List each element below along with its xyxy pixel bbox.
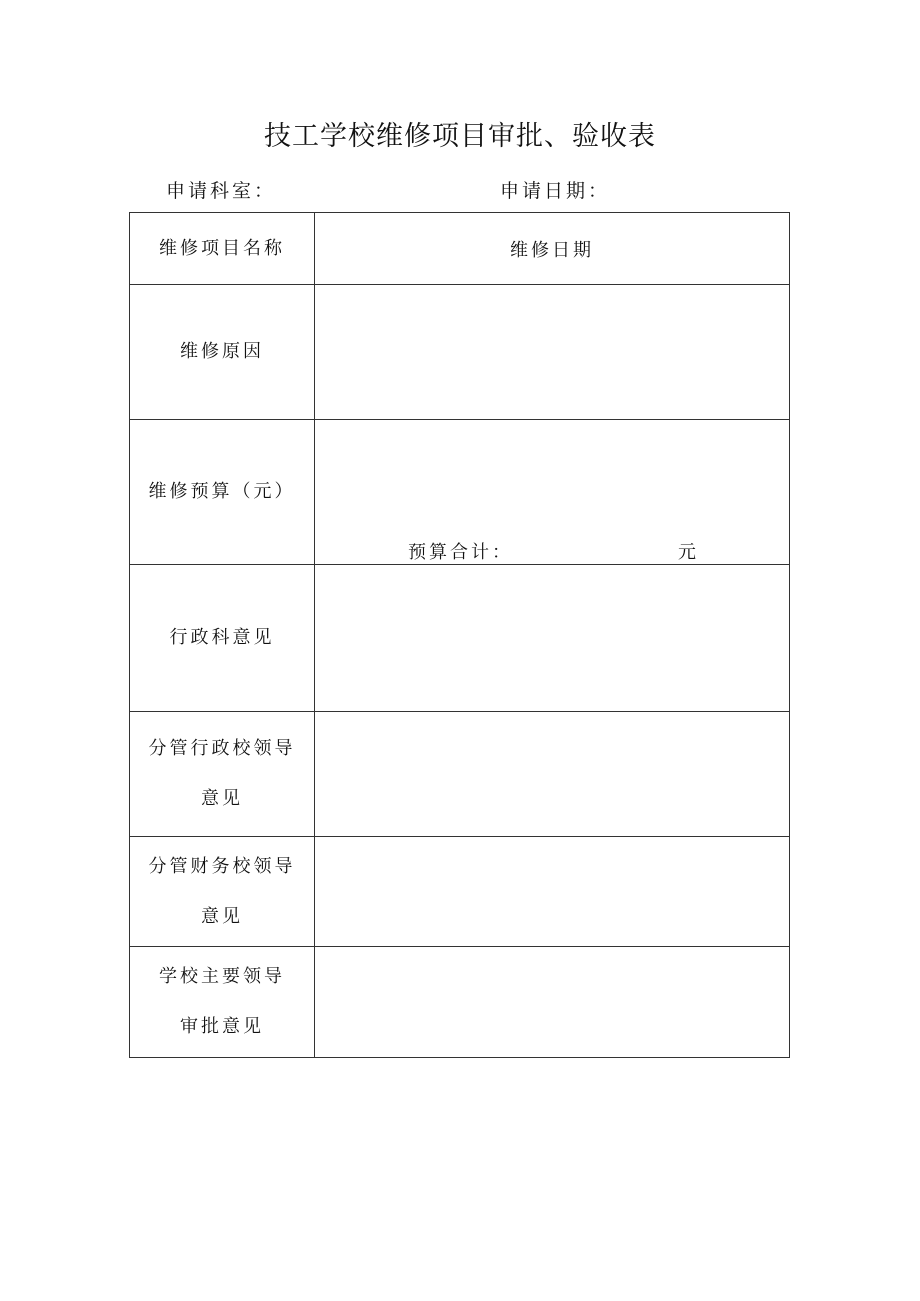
approval-form-table (129, 212, 790, 1058)
repair-reason-label: 维修原因 (130, 285, 315, 420)
table-row (130, 565, 790, 712)
table-row (130, 837, 790, 947)
repair-budget-field[interactable] (315, 420, 790, 565)
table-row (130, 947, 790, 1058)
table-row (130, 420, 790, 565)
table-row (130, 285, 790, 420)
department-label: 申请科室： (166, 180, 277, 202)
repair-reason-field[interactable] (315, 285, 790, 420)
principal-approval-field[interactable] (315, 947, 790, 1058)
admin-leader-opinion-field[interactable] (315, 712, 790, 837)
admin-leader-label-line2: 意见 (201, 788, 243, 809)
table-row (130, 213, 790, 285)
admin-leader-label-line1: 分管行政校领导 (148, 738, 296, 759)
budget-total-label: 预算合计： (408, 542, 513, 563)
finance-leader-label-line2: 意见 (201, 905, 243, 927)
principal-label-line2: 审批意见 (180, 1016, 264, 1037)
project-name-label: 维修项目名称 (130, 213, 315, 285)
admin-opinion-field[interactable] (315, 565, 790, 712)
table-row (130, 712, 790, 837)
admin-leader-opinion-label (130, 712, 315, 837)
repair-budget-label: 维修预算（元） (130, 420, 315, 565)
budget-unit: 元 (678, 542, 696, 563)
application-date-label: 申请日期： (500, 180, 611, 202)
principal-label-line1: 学校主要领导 (159, 966, 285, 987)
admin-opinion-label: 行政科意见 (130, 565, 315, 712)
repair-date-label: 维修日期 (315, 213, 790, 285)
principal-approval-label (130, 947, 315, 1058)
finance-leader-opinion-field[interactable] (315, 837, 790, 947)
finance-leader-opinion-label (130, 837, 315, 947)
form-title: 技工学校维修项目审批、验收表 (264, 121, 656, 152)
finance-leader-label-line1: 分管财务校领导 (148, 855, 296, 877)
